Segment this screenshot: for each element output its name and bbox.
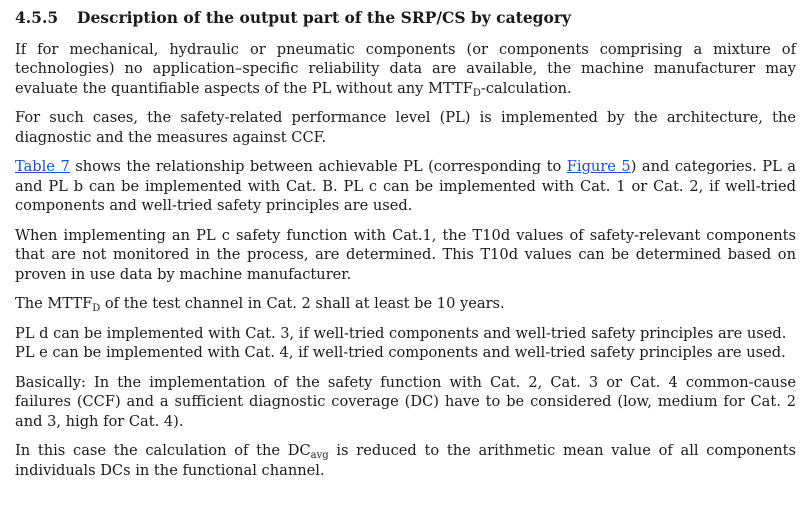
paragraph-table-relationship: Table 7 shows the relationship between achievable PL (corresponding to Figure 5) and categories. PL a and PL b can be implemented with Cat. B. PL c can be implemented with Cat. 1 or Cat. 2, if well-tried components and well-tried safety principles are used. — [15, 158, 796, 214]
pl-e-line: PL e can be implemented with Cat. 4, if well-tried components and well-tried safety principles are used. — [15, 344, 786, 361]
subscript-avg: avg — [310, 450, 329, 461]
paragraph-dcavg: In this case the calculation of the $DC_{avg}$ is reduced to the arithmetic mean value of all components individuals DCs in the functional channel. — [15, 442, 796, 479]
subscript-d: D — [92, 303, 101, 314]
section-title: Description of the output part of the SRP/CS by category — [77, 8, 572, 27]
pl-d-line: PL d can be implemented with Cat. 3, if well-tried components and well-tried safety principles are used. — [15, 324, 787, 342]
paragraph-no-reliability-data: If for mechanical, hydraulic or pneumatic components (or components comprising a mixture of technologies) no application–specific reliability data are available, the machine manufacturer may evaluate the quantifiable aspects of the PL without any $MTTF_D$-calculation. — [15, 40, 796, 99]
document-page — [15, 0, 796, 490]
section-heading — [15, 8, 796, 28]
paragraph-ccf-dc: Basically: In the implementation of the safety function with Cat. 2, Cat. 3 or Cat. 4 common-cause failures (CCF) and a sufficient diagnostic coverage (DC) have to be considered (low, medium for Cat. 2 and 3, high for Cat. 4). — [15, 373, 796, 430]
figure-5-link[interactable]: Figure 5 — [566, 158, 631, 175]
paragraph-mttfd-test-channel: The $MTTF_D$ of the test channel in Cat. 2 shall at least be 10 years. — [15, 295, 505, 314]
subscript-d: D — [472, 87, 481, 99]
paragraph-pl-implementation: For such cases, the safety-related performance level (PL) is implemented by the architecture, the diagnostic and the measures against CCF. — [15, 109, 796, 146]
table-7-link[interactable]: Table 7 — [15, 158, 70, 175]
paragraph-t10d-values: When implementing an PL c safety function with Cat.1, the T10d values of safety-relevant components that are not monitored in the process, are determined. This T10d values can be determined based on proven in use data by machine manufacturer. — [15, 226, 796, 283]
paragraph-pl-d-e — [15, 324, 796, 363]
section-number: 4.5.5 — [15, 8, 59, 27]
